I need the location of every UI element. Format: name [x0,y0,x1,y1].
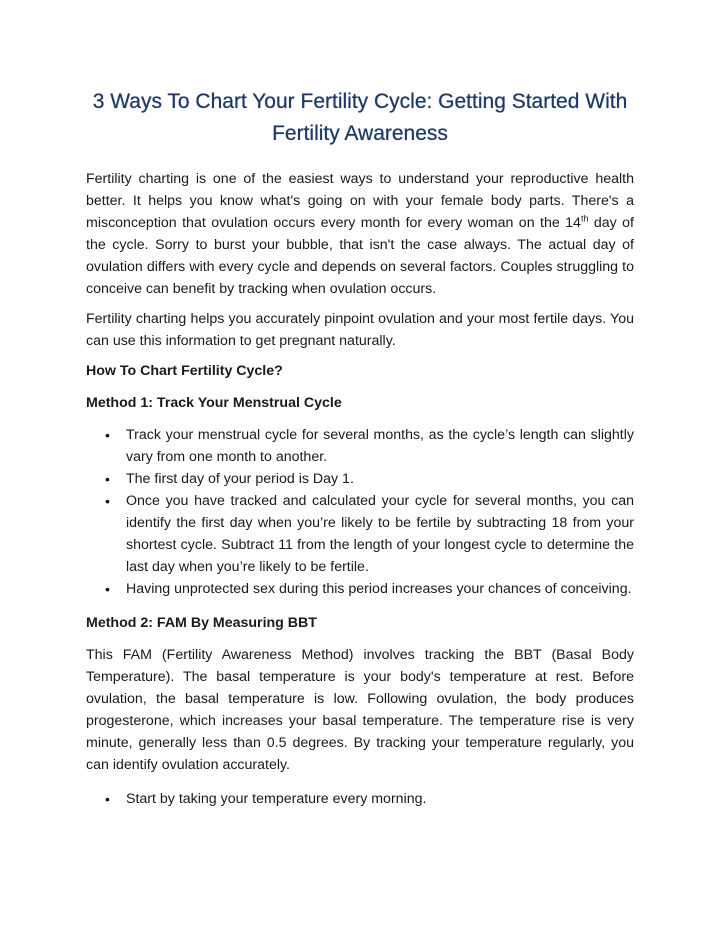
method-2-heading: Method 2: FAM By Measuring BBT [86,615,317,631]
bullet-icon: • [105,493,110,509]
method-1-list [86,424,634,600]
bullet-icon: • [105,791,110,807]
ordinal-suffix: th [580,213,589,224]
bullet-icon: • [105,581,110,597]
list-item [86,578,634,600]
method-2-list [86,788,634,810]
list-item-text: Having unprotected sex during this period increases your chances of conceiving. [126,581,632,597]
list-item-text: Start by taking your temperature every morning. [126,791,427,807]
list-item-text: The first day of your period is Day 1. [126,471,354,487]
list-item [86,468,634,490]
list-item [86,490,634,578]
intro-text-after: day of the cycle. Sorry to burst your bubble, that isn't the case always. The actual day of ovulation differs with every cycle and depends on several factors. Couples struggling to conceive can benefit by tracking when ovulation occurs. [86,215,634,297]
bullet-icon: • [105,471,110,487]
section-heading: How To Chart Fertility Cycle? [86,363,283,379]
intro-paragraph-1 [86,168,634,300]
list-item-text: Once you have tracked and calculated your cycle for several months, you can identify the first day when you’re likely to be fertile by subtracting 18 from your shortest cycle. Subtract 11 from the length of your longest cycle to determine the last day when you’re likely to be fertile. [126,493,634,575]
intro-text-before: Fertility charting is one of the easiest ways to understand your reproductive health better. It helps you know what's going on with your female body parts. There's a misconception that ovulation occurs every month for every woman on the 14 [86,171,634,231]
intro-paragraph-2: Fertility charting helps you accurately pinpoint ovulation and your most fertile days. You can use this information to get pregnant naturally. [86,311,634,349]
bullet-icon: • [105,427,110,443]
document-title: 3 Ways To Chart Your Fertility Cycle: Getting Started With Fertility Awareness [92,90,628,145]
method-2-paragraph: This FAM (Fertility Awareness Method) involves tracking the BBT (Basal Body Temperature). The basal temperature is your body's temperature at rest. Before ovulation, the basal temperature is low. Following ovulation, the body produces progesterone, which increases your basal temperature. The temperature rise is very minute, generally less than 0.5 degrees. By tracking your temperature regularly, you can identify ovulation accurately. [86,647,634,773]
list-item [86,424,634,468]
method-1-heading: Method 1: Track Your Menstrual Cycle [86,395,342,411]
list-item [86,788,634,810]
list-item-text: Track your menstrual cycle for several months, as the cycle’s length can slightly vary from one month to another. [126,427,634,465]
